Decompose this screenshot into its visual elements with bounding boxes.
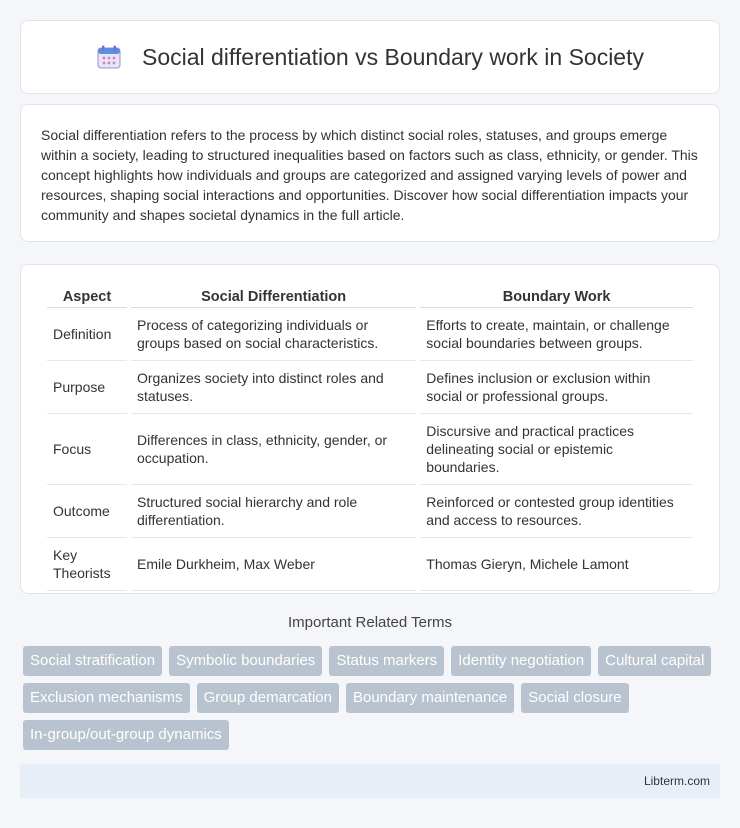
- comparison-table: [43, 285, 697, 591]
- title-card: [20, 20, 720, 94]
- row-boundary-work: Discursive and practical practices delineating social or epistemic boundaries.: [420, 414, 693, 485]
- row-aspect: Purpose: [47, 361, 127, 414]
- related-term-tag[interactable]: Group demarcation: [197, 683, 339, 713]
- column-header-boundary-work: Boundary Work: [420, 285, 693, 308]
- footer: [20, 764, 720, 798]
- page-title: Social differentiation vs Boundary work in Society: [141, 43, 644, 70]
- row-social-differentiation: Process of categorizing individuals or groups based on social characteristics.: [131, 308, 416, 361]
- row-aspect: Outcome: [47, 485, 127, 538]
- row-aspect: Definition: [47, 308, 127, 361]
- related-term-tag[interactable]: Social stratification: [23, 646, 162, 676]
- table-row: [47, 485, 693, 538]
- row-social-differentiation: Differences in class, ethnicity, gender, or occupation.: [131, 414, 416, 485]
- row-aspect: Key Theorists: [47, 538, 127, 591]
- row-boundary-work: Reinforced or contested group identities and access to resources.: [420, 485, 693, 538]
- related-term-tag[interactable]: Status markers: [329, 646, 444, 676]
- related-terms-title: Important Related Terms: [288, 614, 452, 631]
- column-header-social-differentiation: Social Differentiation: [131, 285, 416, 308]
- row-boundary-work: Defines inclusion or exclusion within social or professional groups.: [420, 361, 693, 414]
- row-social-differentiation: Organizes society into distinct roles and statuses.: [131, 361, 416, 414]
- row-boundary-work: Thomas Gieryn, Michele Lamont: [420, 538, 693, 591]
- row-social-differentiation: Structured social hierarchy and role differentiation.: [131, 485, 416, 538]
- table-row: [47, 361, 693, 414]
- intro-paragraph: Social differentiation refers to the process by which distinct social roles, statuses, and groups emerge within a society, leading to structured inequalities based on factors such as class, ethnicity, or gender. This concept highlights how individuals and groups are categorized and assigned varying levels of power and resources, shaping social interactions and opportunities. Discover how social differentiation impacts your community and shapes societal dynamics in the full article.: [41, 127, 698, 223]
- related-terms-list: [23, 646, 723, 750]
- table-row: [47, 308, 693, 361]
- related-term-tag[interactable]: Identity negotiation: [451, 646, 591, 676]
- calendar-icon: [96, 44, 122, 70]
- row-social-differentiation: Emile Durkheim, Max Weber: [131, 538, 416, 591]
- related-term-tag[interactable]: In-group/out-group dynamics: [23, 720, 229, 750]
- row-aspect: Focus: [47, 414, 127, 485]
- related-term-tag[interactable]: Social closure: [521, 683, 628, 713]
- column-header-aspect: Aspect: [47, 285, 127, 308]
- related-term-tag[interactable]: Boundary maintenance: [346, 683, 514, 713]
- footer-site-link[interactable]: Libterm.com: [643, 774, 710, 788]
- related-term-tag[interactable]: Exclusion mechanisms: [23, 683, 190, 713]
- row-boundary-work: Efforts to create, maintain, or challenge social boundaries between groups.: [420, 308, 693, 361]
- table-row: [47, 538, 693, 591]
- comparison-table-card: [20, 264, 720, 594]
- table-header-row: [47, 285, 693, 308]
- intro-card: [20, 104, 720, 242]
- table-row: [47, 414, 693, 485]
- related-term-tag[interactable]: Cultural capital: [598, 646, 711, 676]
- related-term-tag[interactable]: Symbolic boundaries: [169, 646, 322, 676]
